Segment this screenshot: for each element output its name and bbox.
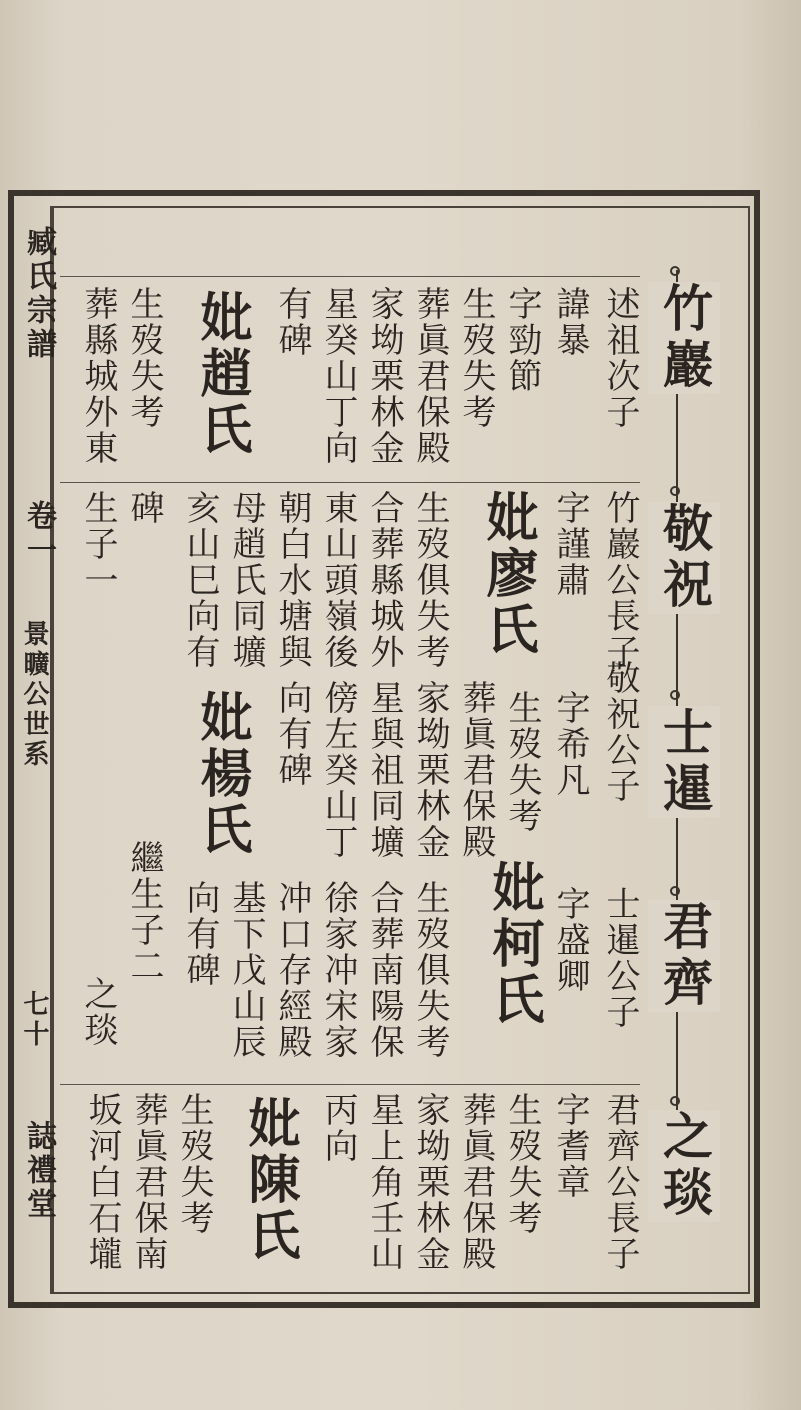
row-divider: [60, 1084, 640, 1085]
entry-text: 葬眞君保殿: [456, 680, 496, 860]
entry-text: 竹巖公長子: [600, 490, 640, 670]
entry-text: 生歿失考: [174, 1092, 214, 1236]
wife-name: 妣柯氏: [483, 860, 544, 1028]
entry-text: 合葬縣城外: [364, 490, 404, 670]
generation-name: 君齊: [648, 900, 720, 1012]
entry-text: 字謹肅: [550, 490, 590, 598]
wife-name: 妣楊氏: [191, 690, 252, 858]
generation-name: 之琰: [648, 1110, 720, 1222]
entry-text: 生歿失考: [124, 286, 164, 430]
entry-text: 字盛卿: [550, 886, 590, 994]
entry-text: 家坳栗林金: [364, 286, 404, 466]
entry-text: 合葬南陽保: [364, 880, 404, 1060]
volume-label: 卷一: [21, 500, 56, 568]
entry-text: 星與祖同壙: [364, 680, 404, 860]
row-divider: [60, 482, 640, 483]
entry-text: 生歿失考: [456, 286, 496, 430]
entry-text: 坂河白石壠: [82, 1092, 122, 1272]
entry-text: 星上角壬山: [364, 1092, 404, 1272]
wife-name: 妣陳氏: [239, 1096, 300, 1264]
entry-text: 葬眞君保南: [128, 1092, 168, 1272]
entry-text: 諱暴: [550, 286, 590, 358]
entry-text: 字勁節: [502, 286, 542, 394]
branch-label: 景曠公世系: [19, 620, 49, 770]
entry-text: 生歿失考: [502, 1092, 542, 1236]
book-title: 臧氏宗譜: [21, 226, 56, 362]
entry-text: 星癸山丁向: [318, 286, 358, 466]
entry-text: 葬眞君保殿: [410, 286, 450, 466]
entry-text: 家坳栗林金: [410, 1092, 450, 1272]
entry-text: 述祖次子: [600, 286, 640, 430]
generation-node-icon: [670, 266, 680, 276]
entry-text: 字耆章: [550, 1092, 590, 1200]
entry-text: 生歿俱失考: [410, 490, 450, 670]
entry-text: 碑: [124, 490, 164, 526]
entry-text: 向有碑: [180, 880, 220, 988]
entry-text: 繼生子二: [124, 840, 164, 984]
generation-name: 敬祝: [648, 502, 720, 614]
generation-node-icon: [670, 486, 680, 496]
entry-text: 君齊公長子: [600, 1092, 640, 1272]
wife-name: 妣廖氏: [477, 490, 538, 658]
page-number: 七十: [19, 990, 49, 1050]
entry-text: 葬眞君保殿: [456, 1092, 496, 1272]
entry-text: 冲口存經殿: [272, 880, 312, 1060]
entry-text: 士暹公子: [600, 886, 640, 1030]
entry-text: 有碑: [272, 286, 312, 358]
entry-text: 亥山巳向有: [180, 490, 220, 670]
generation-name: 竹巖: [648, 282, 720, 394]
row-divider: [60, 276, 640, 277]
entry-text: 生子一: [78, 490, 118, 598]
entry-text: 傍左癸山丁: [318, 680, 358, 860]
entry-text: 朝白水塘與: [272, 490, 312, 670]
entry-text: 徐家冲宋家: [318, 880, 358, 1060]
entry-text: 家坳栗林金: [410, 680, 450, 860]
generation-node-icon: [670, 690, 680, 700]
entry-text: 生歿俱失考: [410, 880, 450, 1060]
entry-text: 葬縣城外東: [78, 286, 118, 466]
entry-text: 基下戊山辰: [226, 880, 266, 1060]
entry-text: 向有碑: [272, 680, 312, 788]
entry-text: 之琰: [78, 976, 118, 1048]
entry-text: 敬祝公子: [600, 660, 640, 804]
generation-name: 士暹: [648, 706, 720, 818]
generation-node-icon: [670, 1096, 680, 1106]
hall-name: 誌禮堂: [21, 1120, 56, 1222]
entry-text: 字希凡: [550, 690, 590, 798]
entry-text: 東山頭嶺後: [318, 490, 358, 670]
generation-node-icon: [670, 886, 680, 896]
entry-text: 生歿失考: [502, 690, 542, 834]
entry-text: 母趙氏同壙: [226, 490, 266, 670]
wife-name: 妣趙氏: [191, 290, 252, 458]
entry-text: 丙向: [318, 1092, 358, 1164]
